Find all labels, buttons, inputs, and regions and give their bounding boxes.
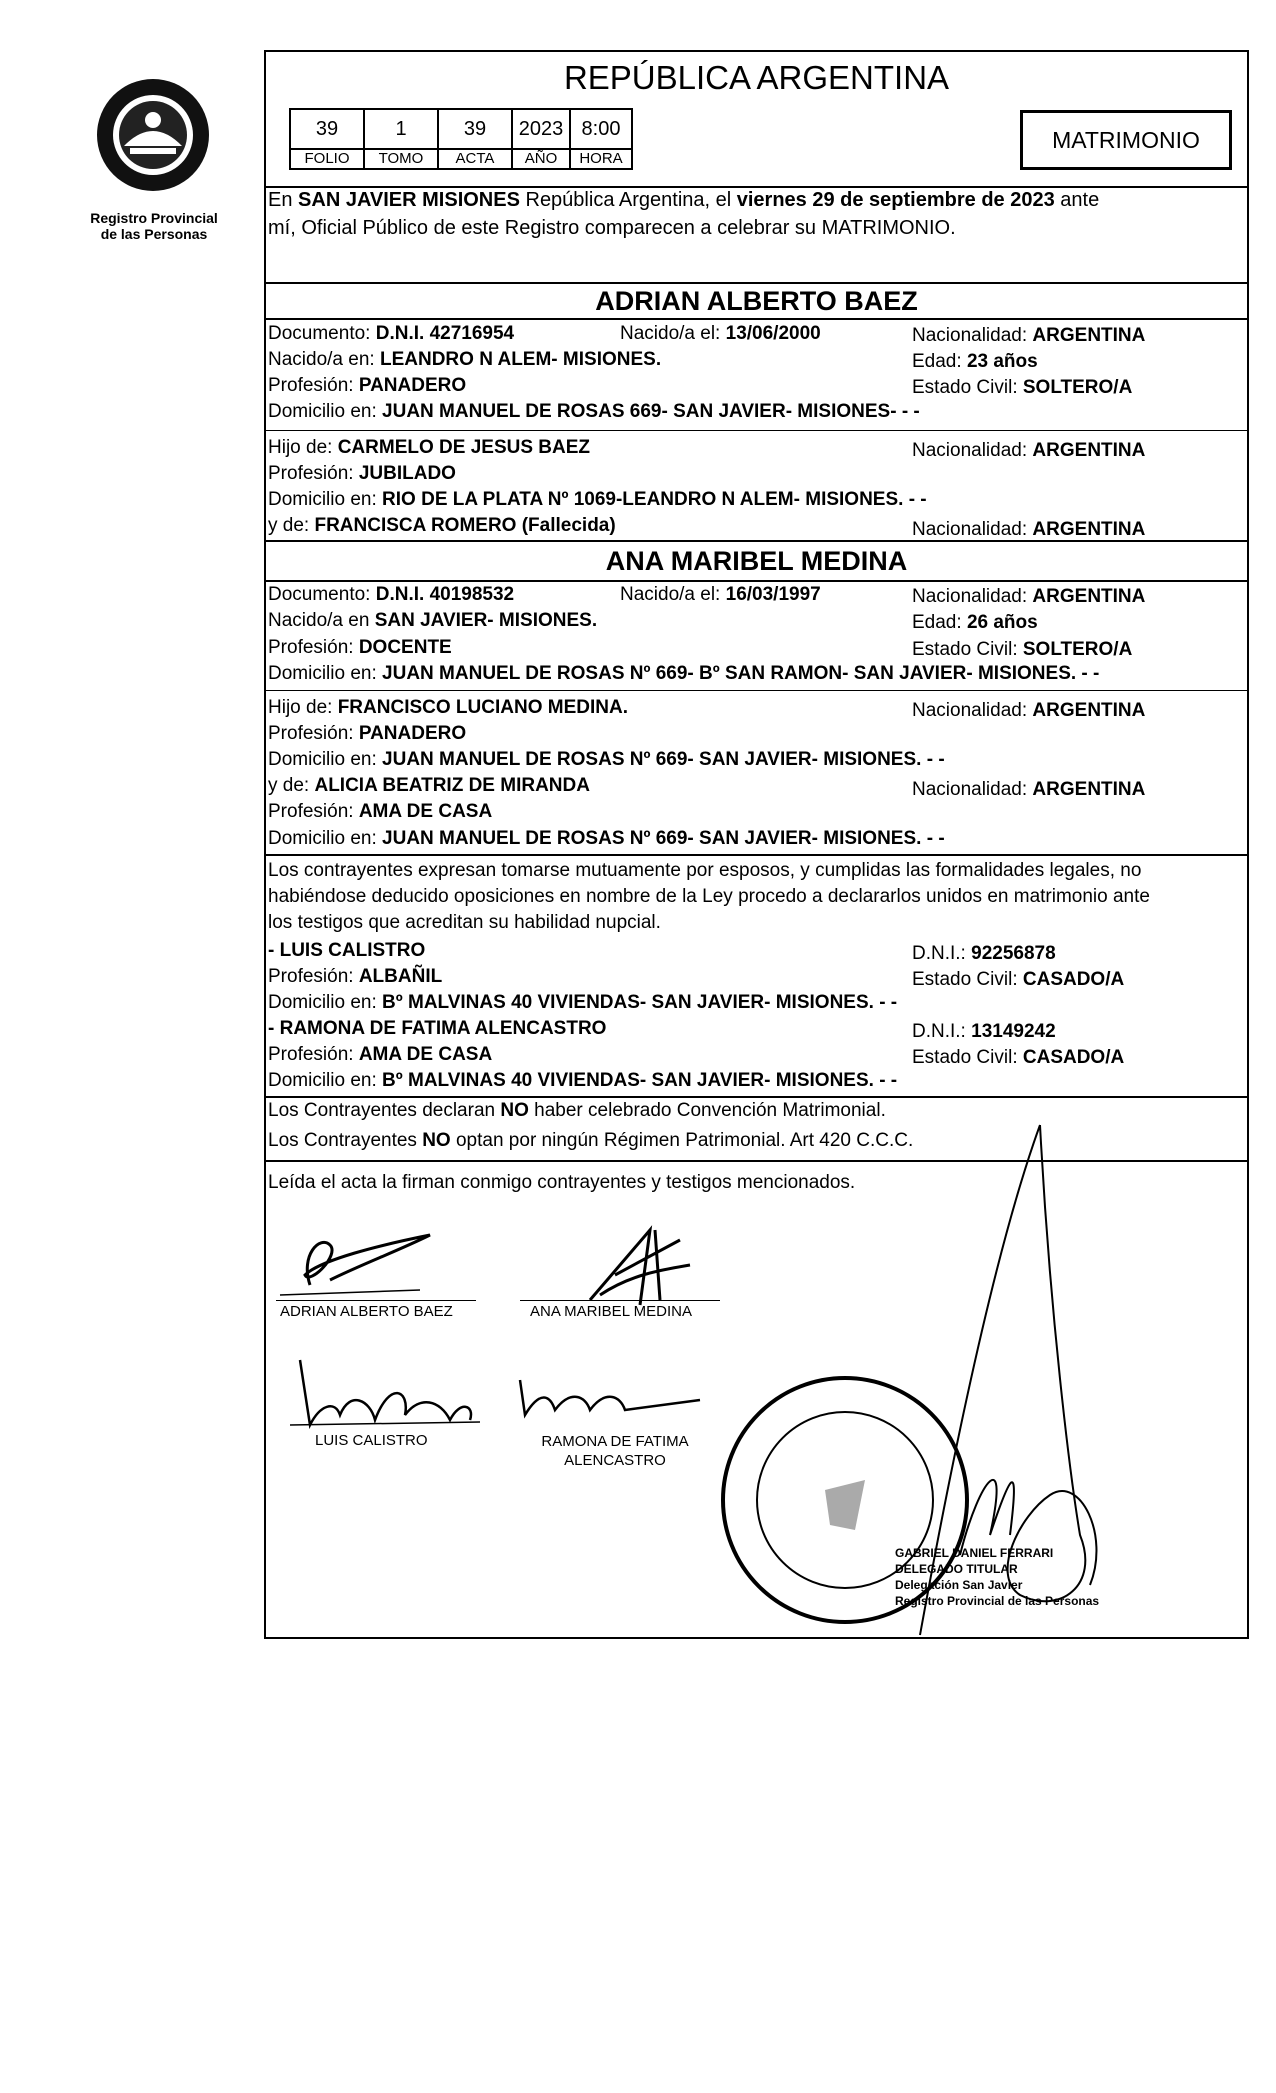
intro-text-c: ante [1054,189,1100,211]
witness2-address [268,1070,897,1092]
spouse2-civil-status [912,639,1132,661]
groom-signature-line [276,1300,476,1301]
label: Estado Civil: [912,377,1023,398]
regime-line1 [268,1100,886,1122]
value: SOLTERO/A [1022,377,1133,398]
label: Nacido/a el: [620,584,726,605]
label: y de: [268,515,315,536]
value: 92256878 [971,943,1056,964]
spouse2-nationality [912,586,1145,608]
spouse2-mother-address [268,828,945,850]
witness2-profession [268,1044,492,1066]
label: Domicilio en: [268,489,383,510]
value: FRANCISCA ROMERO (Fallecida) [314,515,616,536]
label: Edad: [912,351,967,372]
divider [264,1096,1249,1098]
divider [264,430,1249,431]
spouse1-nationality [912,325,1145,347]
regime-line2 [268,1130,913,1152]
intro-text-b: República Argentina, el [519,189,737,211]
divider [264,318,1249,320]
value: AMA DE CASA [358,801,493,822]
witness2-dni [912,1021,1056,1043]
label: Profesión: [268,723,359,744]
bride-signature-line [520,1300,720,1301]
witness1-signature [280,1350,500,1440]
intro-text-a: En [268,189,299,211]
divider [264,540,1249,542]
spouse2-father-address [268,749,945,771]
label: Nacionalidad: [912,779,1033,800]
divider [264,580,1249,582]
official-name: GABRIEL DANIEL FERRARI [895,1546,1054,1560]
value: JUAN MANUEL DE ROSAS Nº 669- SAN JAVIER- MISIONES. - - [382,828,945,849]
spouse2-age [912,612,1038,634]
label: Nacionalidad: [912,325,1033,346]
value: PANADERO [358,375,467,396]
label-line2: ALENCASTRO [564,1452,666,1469]
spouse2-birth-date [620,584,821,606]
anio-label: AÑO [512,149,570,169]
official-stamp-text [895,1545,1099,1609]
value: LEANDRO N ALEM- MISIONES. [379,349,662,370]
official-registry: Registro Provincial de las Personas [895,1594,1100,1608]
value: 13149242 [971,1021,1056,1042]
text: haber celebrado Convención Matrimonial. [528,1100,886,1121]
spouse1-address [268,401,920,423]
act-type-box: MATRIMONIO [1020,110,1232,170]
label: Estado Civil: [912,1047,1023,1068]
spouse1-birth-date [620,323,821,345]
divider [264,690,1249,691]
spouse2-birth-place [268,610,597,632]
value: D.N.I. 42716954 [375,323,515,344]
value: ARGENTINA [1032,779,1146,800]
value: Bº MALVINAS 40 VIVIENDAS- SAN JAVIER- MISIONES. - - [382,992,898,1013]
spouse2-mother-profession [268,801,492,823]
closing-text: Leída el acta la firman conmigo contrayentes y testigos mencionados. [268,1172,856,1193]
declaration-line3: los testigos que acreditan su habilidad nupcial. [268,912,661,933]
value: D.N.I. 40198532 [375,584,515,605]
label: Documento: [268,323,376,344]
label: Profesión: [268,801,359,822]
value: CASADO/A [1022,969,1125,990]
label: Hijo de: [268,697,338,718]
value: - LUIS CALISTRO [268,940,426,961]
spouse2-father-nationality [912,700,1145,722]
acta-label: ACTA [438,149,512,169]
value: ALBAÑIL [358,966,443,987]
value: 23 años [966,351,1038,372]
spouse1-father-nationality [912,440,1145,462]
act-registration-grid [289,108,633,170]
emphasis: NO [422,1130,451,1151]
registry-caption-line2: de las Personas [100,226,208,242]
value: JUAN MANUEL DE ROSAS 669- SAN JAVIER- MISIONES- - - [382,401,920,422]
folio-label: FOLIO [290,149,364,169]
value: FRANCISCO LUCIANO MEDINA. [337,697,628,718]
label: Edad: [912,612,967,633]
label: Nacionalidad: [912,700,1033,721]
anio-value: 2023 [512,109,570,149]
label: D.N.I.: [912,1021,972,1042]
divider [264,854,1249,856]
value: AMA DE CASA [358,1044,493,1065]
registry-caption [70,210,238,242]
spouse1-document [268,323,514,345]
witness2-signature-label [520,1432,710,1470]
value: - RAMONA DE FATIMA ALENCASTRO [268,1018,607,1039]
label-line1: RAMONA DE FATIMA [541,1433,689,1450]
spouse1-civil-status [912,377,1132,399]
registry-seal-logo [94,76,212,194]
witness1-signature-label: LUIS CALISTRO [315,1432,428,1449]
value: ARGENTINA [1032,440,1146,461]
label: Domicilio en: [268,828,383,849]
intro-place: SAN JAVIER MISIONES [298,189,520,211]
folio-value: 39 [290,109,364,149]
value: PANADERO [358,723,467,744]
value: CARMELO DE JESUS BAEZ [337,437,591,458]
spouse2-mother-nationality [912,779,1145,801]
label: Nacionalidad: [912,586,1033,607]
spouse2-mother [268,775,590,797]
value: Bº MALVINAS 40 VIVIENDAS- SAN JAVIER- MISIONES. - - [382,1070,898,1091]
label: Nacionalidad: [912,519,1033,540]
groom-signature [260,1215,480,1305]
label: Profesión: [268,1044,359,1065]
label: Domicilio en: [268,663,383,684]
bride-signature-label: ANA MARIBEL MEDINA [530,1303,692,1320]
witness1-profession [268,966,442,988]
label: Domicilio en: [268,992,383,1013]
label: Nacido/a el: [620,323,726,344]
registry-caption-line1: Registro Provincial [90,210,218,226]
label: Domicilio en: [268,749,383,770]
value: 16/03/1997 [725,584,821,605]
label: Nacido/a en: [268,349,380,370]
hora-label: HORA [570,149,632,169]
label: Domicilio en: [268,1070,383,1091]
witness1-dni [912,943,1056,965]
intro-date: viernes 29 de septiembre de 2023 [736,189,1055,211]
groom-signature-label: ADRIAN ALBERTO BAEZ [280,1303,453,1320]
value: DOCENTE [358,637,452,658]
value: ARGENTINA [1032,586,1146,607]
divider [264,282,1249,284]
spouse2-document [268,584,514,606]
spouse2-father-profession [268,723,466,745]
label: D.N.I.: [912,943,972,964]
spouse1-name-title: ADRIAN ALBERTO BAEZ [595,286,918,316]
text: Los Contrayentes declaran [268,1100,501,1121]
spouse2-address [268,663,1099,685]
label: Estado Civil: [912,639,1023,660]
country-title: REPÚBLICA ARGENTINA [563,59,950,96]
spouse1-mother-nationality [912,519,1145,541]
value: 26 años [966,612,1038,633]
declaration-line2: habiéndose deducido oposiciones en nombre de la Ley procedo a declararlos unidos en matrimonio ante [268,886,1150,907]
value: JUBILADO [358,463,456,484]
value: ARGENTINA [1032,325,1146,346]
text: optan por ningún Régimen Patrimonial. Art 420 C.C.C. [450,1130,914,1151]
value: 13/06/2000 [725,323,821,344]
label: Profesión: [268,463,359,484]
spouse1-mother [268,515,616,537]
spouse1-father-profession [268,463,456,485]
value: JUAN MANUEL DE ROSAS Nº 669- SAN JAVIER- MISIONES. - - [382,749,945,770]
witness2-civil-status [912,1047,1124,1069]
spouse1-father-address [268,489,927,511]
official-role: DELEGADO TITULAR [895,1562,1018,1576]
text: Los Contrayentes [268,1130,423,1151]
spouse1-father [268,437,590,459]
emphasis: NO [500,1100,529,1121]
value: ARGENTINA [1032,519,1146,540]
declaration-line1: Los contrayentes expresan tomarse mutuamente por esposos, y cumplidas las formalidades legales, no [268,860,1142,881]
spouse1-age [912,351,1038,373]
intro-line2: mí, Oficial Público de este Registro comparecen a celebrar su MATRIMONIO. [268,217,956,239]
label: Hijo de: [268,437,338,458]
label: Profesión: [268,375,359,396]
witness1-civil-status [912,969,1124,991]
witness1-name [268,940,425,962]
spouse2-name-title: ANA MARIBEL MEDINA [605,546,908,576]
label: Domicilio en: [268,401,383,422]
label: Profesión: [268,966,359,987]
value: SOLTERO/A [1022,639,1133,660]
label: Nacionalidad: [912,440,1033,461]
value: JUAN MANUEL DE ROSAS Nº 669- Bº SAN RAMON- SAN JAVIER- MISIONES. - - [382,663,1100,684]
tomo-label: TOMO [364,149,438,169]
witness2-signature [510,1360,710,1430]
value: RIO DE LA PLATA Nº 1069-LEANDRO N ALEM- MISIONES. - - [382,489,927,510]
value: ALICIA BEATRIZ DE MIRANDA [314,775,590,796]
label: Profesión: [268,637,359,658]
label: y de: [268,775,315,796]
label: Estado Civil: [912,969,1023,990]
label: Documento: [268,584,376,605]
hora-value: 8:00 [570,109,632,149]
spouse2-profession [268,637,452,659]
spouse1-profession [268,375,466,397]
witness2-name [268,1018,606,1040]
witness1-address [268,992,897,1014]
label: Nacido/a en [268,610,375,631]
tomo-value: 1 [364,109,438,149]
spouse1-birth-place [268,349,661,371]
value: CASADO/A [1022,1047,1125,1068]
spouse2-father [268,697,628,719]
value: ARGENTINA [1032,700,1146,721]
intro-line1 [268,188,1099,212]
acta-value: 39 [438,109,512,149]
official-office: Delegación San Javier [895,1578,1023,1592]
value: SAN JAVIER- MISIONES. [374,610,598,631]
